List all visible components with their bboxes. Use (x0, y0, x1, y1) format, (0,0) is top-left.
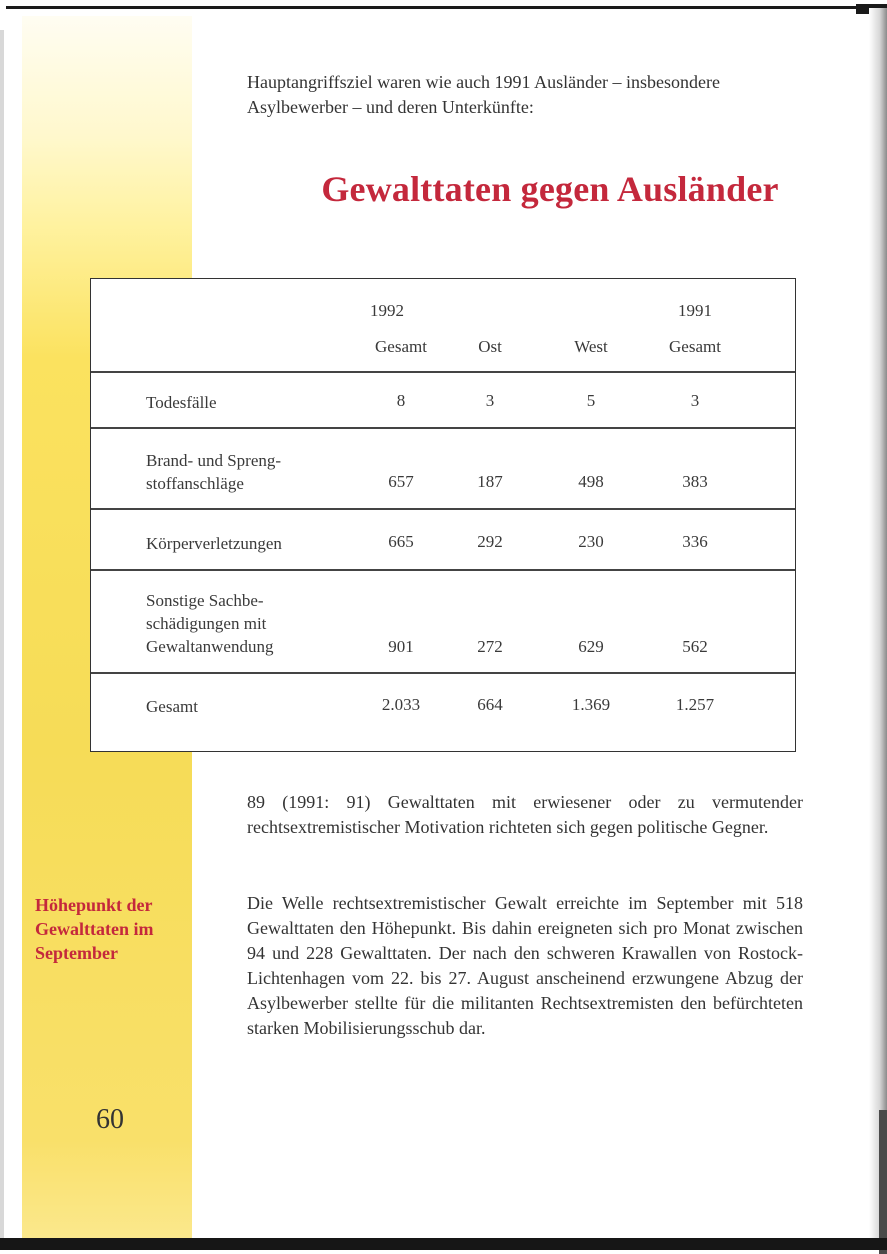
table-cell: 657 (388, 472, 414, 491)
row-label-gesamt: Gesamt (146, 697, 198, 716)
table-cell: 1.369 (571, 695, 611, 714)
statistics-table (90, 278, 796, 752)
table-cell: 901 (388, 637, 414, 656)
header-west: West (574, 337, 608, 356)
table-divider (91, 569, 795, 571)
row-label-todesfaelle: Todesfälle (146, 393, 217, 412)
table-cell: 8 (396, 391, 406, 410)
header-gesamt-1991: Gesamt (669, 337, 721, 356)
table-cell: 5 (586, 391, 596, 410)
page-right-edge (879, 1110, 887, 1254)
table-divider (91, 672, 795, 674)
table-divider (91, 508, 795, 510)
body-paragraph-2: Die Welle rechtsextremistischer Gewalt erreichte im September mit 518 Gewalttaten den Höhepunkt. Bis dahin ereigneten sich pro Monat zwischen 94 und 228 Gewalttaten. Der nach den schweren Krawallen von Rostock-Lichtenhagen vom 22. bis 27. August anscheinend erzwungene Abzug der Asylbewerber stellte für die militanten Rechtsextremisten den befürchteten starken Mobilisierungsschub dar. (247, 893, 803, 1038)
row-label-brandanschlaege: Brand- und Spreng-stoffanschläge (146, 451, 282, 493)
header-gesamt-1992: Gesamt (375, 337, 427, 356)
header-year-1991: 1991 (678, 301, 712, 320)
page-left-edge (0, 30, 4, 1240)
section-title: Gewalttaten gegen Ausländer (321, 169, 779, 209)
table-cell: 2.033 (381, 695, 421, 714)
table-cell: 629 (578, 637, 604, 656)
page-number: 60 (96, 1104, 124, 1135)
header-year-1992: 1992 (370, 301, 404, 320)
table-divider (91, 371, 795, 373)
row-label-koerperverletzungen: Körperverletzungen (146, 534, 282, 553)
table-cell: 292 (477, 532, 503, 551)
header-ost: Ost (478, 337, 502, 356)
margin-note: Höhepunkt der Gewalttaten im September (35, 895, 154, 963)
table-cell: 1.257 (675, 695, 715, 714)
table-cell: 383 (682, 472, 708, 491)
bottom-rule (0, 1238, 887, 1250)
table-divider (91, 427, 795, 429)
table-cell: 187 (477, 472, 503, 491)
table-cell: 3 (485, 391, 495, 410)
table-cell: 230 (578, 532, 604, 551)
table-cell: 272 (477, 637, 503, 656)
table-cell: 336 (682, 532, 708, 551)
table-cell: 664 (477, 695, 503, 714)
row-label-sachbeschaedigungen: Sonstige Sachbe-schädigungen mit Gewaltanwendung (146, 591, 274, 656)
table-cell: 562 (682, 637, 708, 656)
top-rule (6, 6, 887, 9)
intro-paragraph: Hauptangriffsziel waren wie auch 1991 Ausländer – insbesondere Asylbewerber – und deren Unterkünfte: (247, 72, 721, 117)
body-paragraph-1: 89 (1991: 91) Gewalttaten mit erwiesener oder zu vermutender rechtsextremistischer Motivation richteten sich gegen politische Gegner. (247, 792, 803, 837)
table-cell: 3 (690, 391, 700, 410)
table-cell: 665 (388, 532, 414, 551)
table-cell: 498 (578, 472, 604, 491)
